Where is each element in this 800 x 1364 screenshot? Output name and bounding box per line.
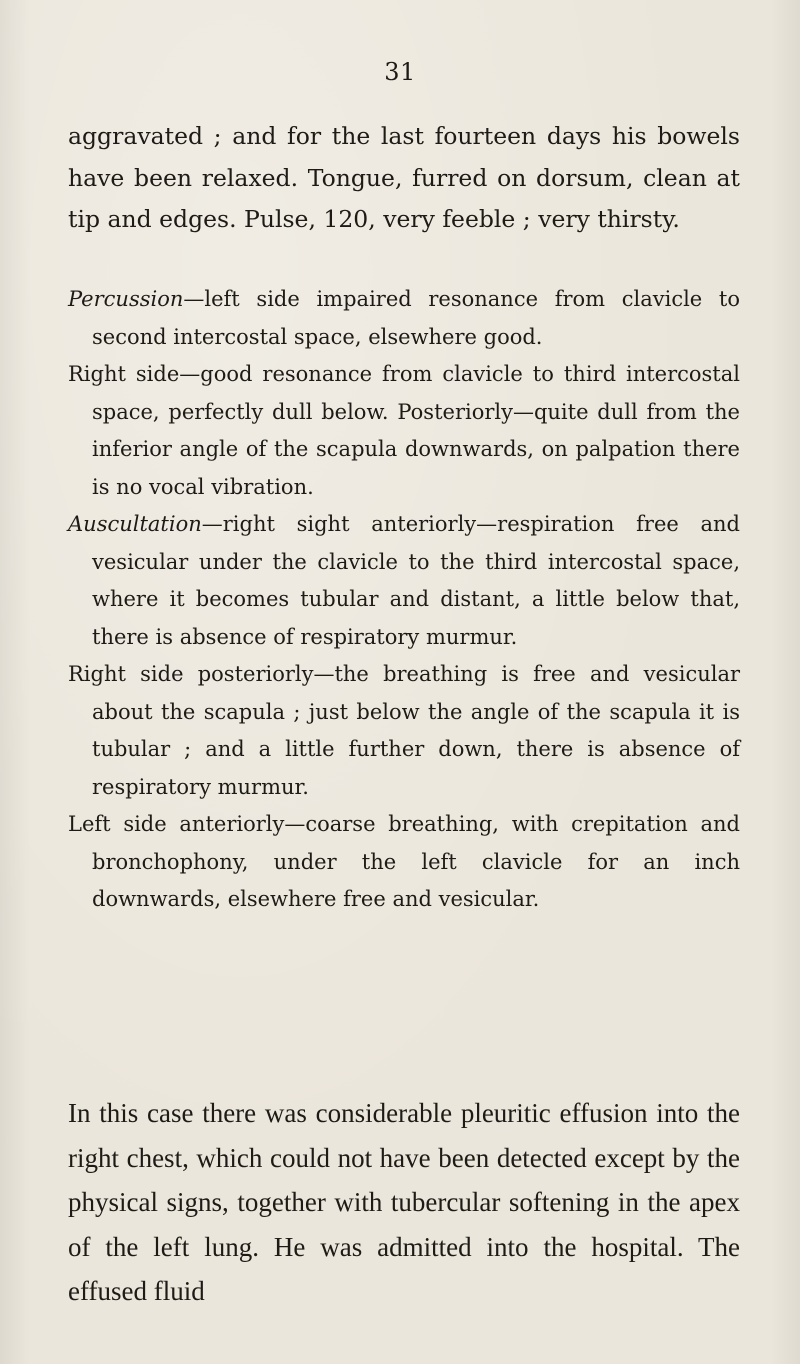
closing-paragraph: In this case there was considerable pleuritic effusion into the right chest, which could not have been detected except by the physical signs, together with tubercular softening in the apex of the left lung. He was admitted into the hospital. The effused fluid: [68, 1098, 740, 1307]
auscultation-note: [68, 506, 740, 656]
lead-paragraph: aggravated ; and for the last fourteen days his bowels have been relaxed. Tongue, furred on dorsum, clean at tip and edges. Pulse, 120, very feeble ; very thirsty.: [68, 122, 740, 233]
percussion-right-note: Right side—good resonance from clavicle to third intercostal space, perfectly dull below. Posteriorly—quite dull from the inferior angle of the scapula downwards, on palpation there is no vocal vibration.: [68, 362, 740, 499]
page-number: 31: [384, 58, 416, 86]
percussion-text: —left side impaired resonance from clavicle to second intercostal space, elsewhere good.: [92, 287, 740, 349]
auscultation-heading: Auscultation: [68, 512, 202, 536]
auscultation-text: —right sight anteriorly—respiration free and vesicular under the clavicle to the third intercostal space, where it becomes tubular and distant, a little below that, there is absence of respiratory murmur.: [92, 512, 740, 649]
percussion-note: [68, 281, 740, 356]
clinical-notes: [68, 281, 740, 919]
percussion-heading: Percussion: [68, 287, 184, 311]
right-posterior-note: Right side posteriorly—the breathing is free and vesicular about the scapula ; just below the angle of the scapula it is tubular ; and a little further down, there is absence of respiratory murmur.: [68, 662, 740, 799]
left-anterior-note: Left side anteriorly—coarse breathing, with crepitation and bronchophony, under the left clavicle for an inch downwards, elsewhere free and vesicular.: [68, 812, 740, 911]
